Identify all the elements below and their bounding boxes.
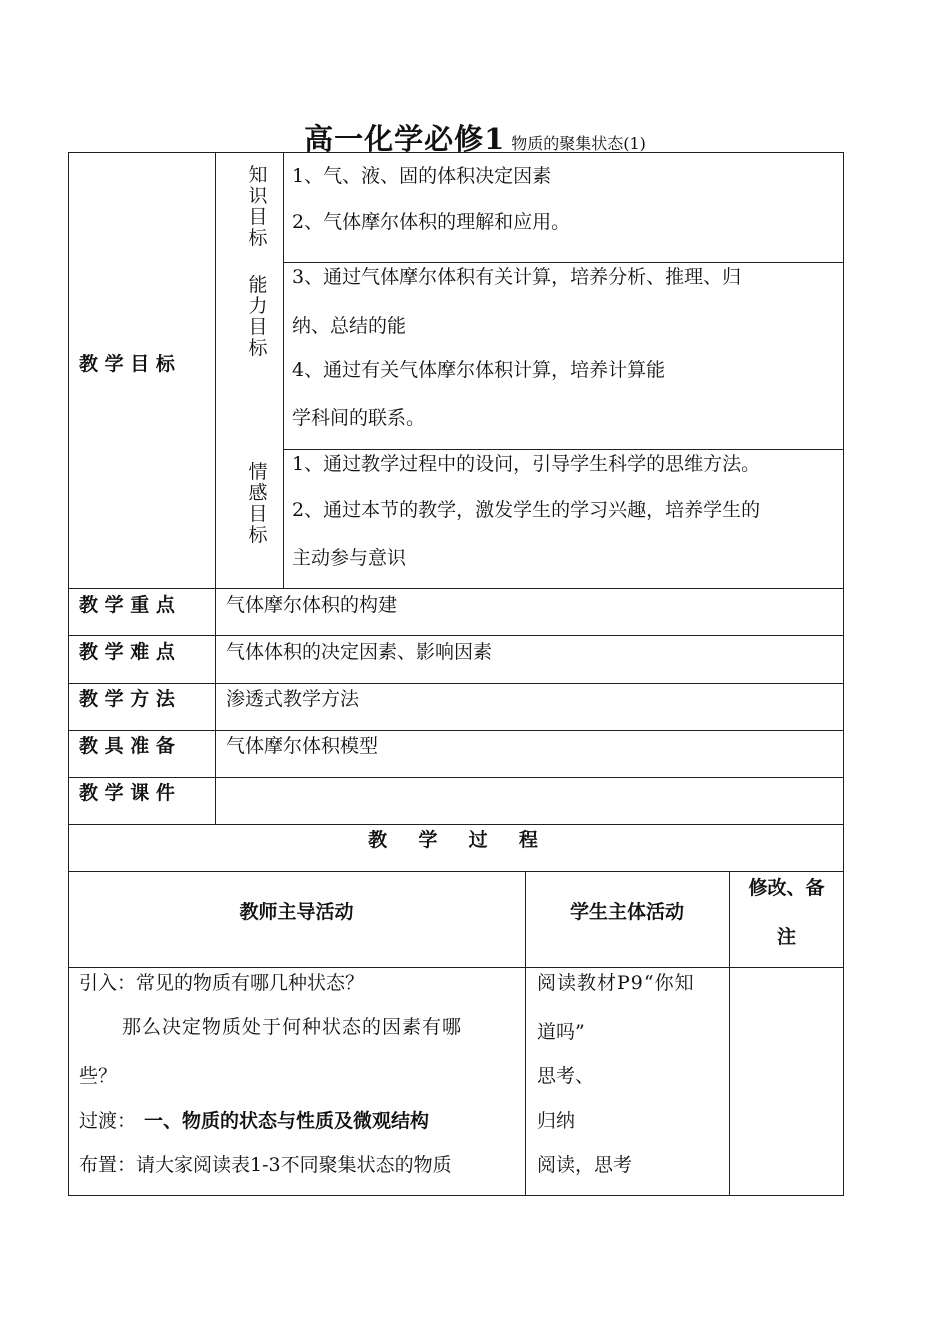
difficulty-label: 教 学 难 点 (79, 641, 175, 663)
knowledge-label: 知识目标 (248, 164, 268, 249)
divider (283, 262, 844, 263)
process-heading: 教 学 过 程 (368, 829, 544, 851)
key-point-value: 气体摩尔体积的构建 (226, 594, 398, 616)
emotion-line: 主动参与意识 (292, 547, 407, 569)
section-heading: 一、物质的状态与性质及微观结构 (144, 1110, 430, 1132)
teacher-line: 那么决定物质处于何种状态的因素有哪 (122, 1016, 463, 1038)
divider (729, 871, 730, 1196)
divider (283, 449, 844, 450)
divider (68, 871, 844, 872)
divider (215, 152, 216, 825)
ability-line: 4、通过有关气体摩尔体积计算，培养计算能 (292, 359, 666, 381)
divider (68, 730, 844, 731)
notes-column-header: 修改、备 (748, 877, 825, 899)
teacher-line: 引入：常见的物质有哪几种状态？ (79, 972, 365, 994)
teacher-line: 些？ (79, 1065, 118, 1087)
notes-column-header: 注 (776, 926, 796, 948)
lesson-table (68, 152, 844, 1196)
title-sub: 物质的聚集状态(1) (511, 134, 646, 153)
divider (68, 824, 844, 825)
teacher-line-prefix: 过渡： (79, 1110, 137, 1132)
ability-line: 纳、总结的能 (292, 315, 407, 337)
divider (68, 777, 844, 778)
difficulty-value: 气体体积的决定因素、影响因素 (226, 641, 493, 663)
divider (68, 635, 844, 636)
knowledge-line: 2、气体摩尔体积的理解和应用。 (292, 211, 571, 233)
student-line: 道吗” (537, 1021, 585, 1043)
divider (68, 588, 844, 589)
student-line: 阅读，思考 (537, 1154, 633, 1176)
courseware-label: 教 学 课 件 (79, 782, 175, 804)
method-label: 教 学 方 法 (79, 688, 175, 710)
teacher-column-header: 教师主导活动 (239, 901, 354, 923)
tools-label: 教 具 准 备 (79, 735, 175, 757)
key-point-label: 教 学 重 点 (79, 594, 175, 616)
student-line: 归纳 (537, 1110, 576, 1132)
emotion-line: 2、通过本节的教学，激发学生的学习兴趣，培养学生的 (292, 499, 761, 521)
divider (68, 967, 844, 968)
knowledge-line: 1、气、液、固的体积决定因素 (292, 165, 552, 187)
divider (283, 152, 284, 589)
teacher-line: 布置：请大家阅读表1-3不同聚集状态的物质 (79, 1154, 452, 1176)
ability-line: 学科间的联系。 (292, 407, 426, 429)
objectives-label: 教 学 目 标 (79, 353, 175, 375)
student-line: 阅读教材P9“你知 (537, 972, 695, 994)
student-column-header: 学生主体活动 (569, 901, 684, 923)
emotion-line: 1、通过教学过程中的设问，引导学生科学的思维方法。 (292, 453, 761, 475)
method-value: 渗透式教学方法 (226, 688, 360, 710)
ability-label: 能力目标 (248, 274, 268, 359)
divider (68, 683, 844, 684)
student-line: 思考、 (537, 1065, 595, 1087)
emotion-label: 情感目标 (248, 461, 268, 546)
tools-value: 气体摩尔体积模型 (226, 735, 379, 757)
title-main: 高一化学必修1 (304, 122, 506, 156)
ability-line: 3、通过气体摩尔体积有关计算，培养分析、推理、归 (292, 266, 742, 288)
